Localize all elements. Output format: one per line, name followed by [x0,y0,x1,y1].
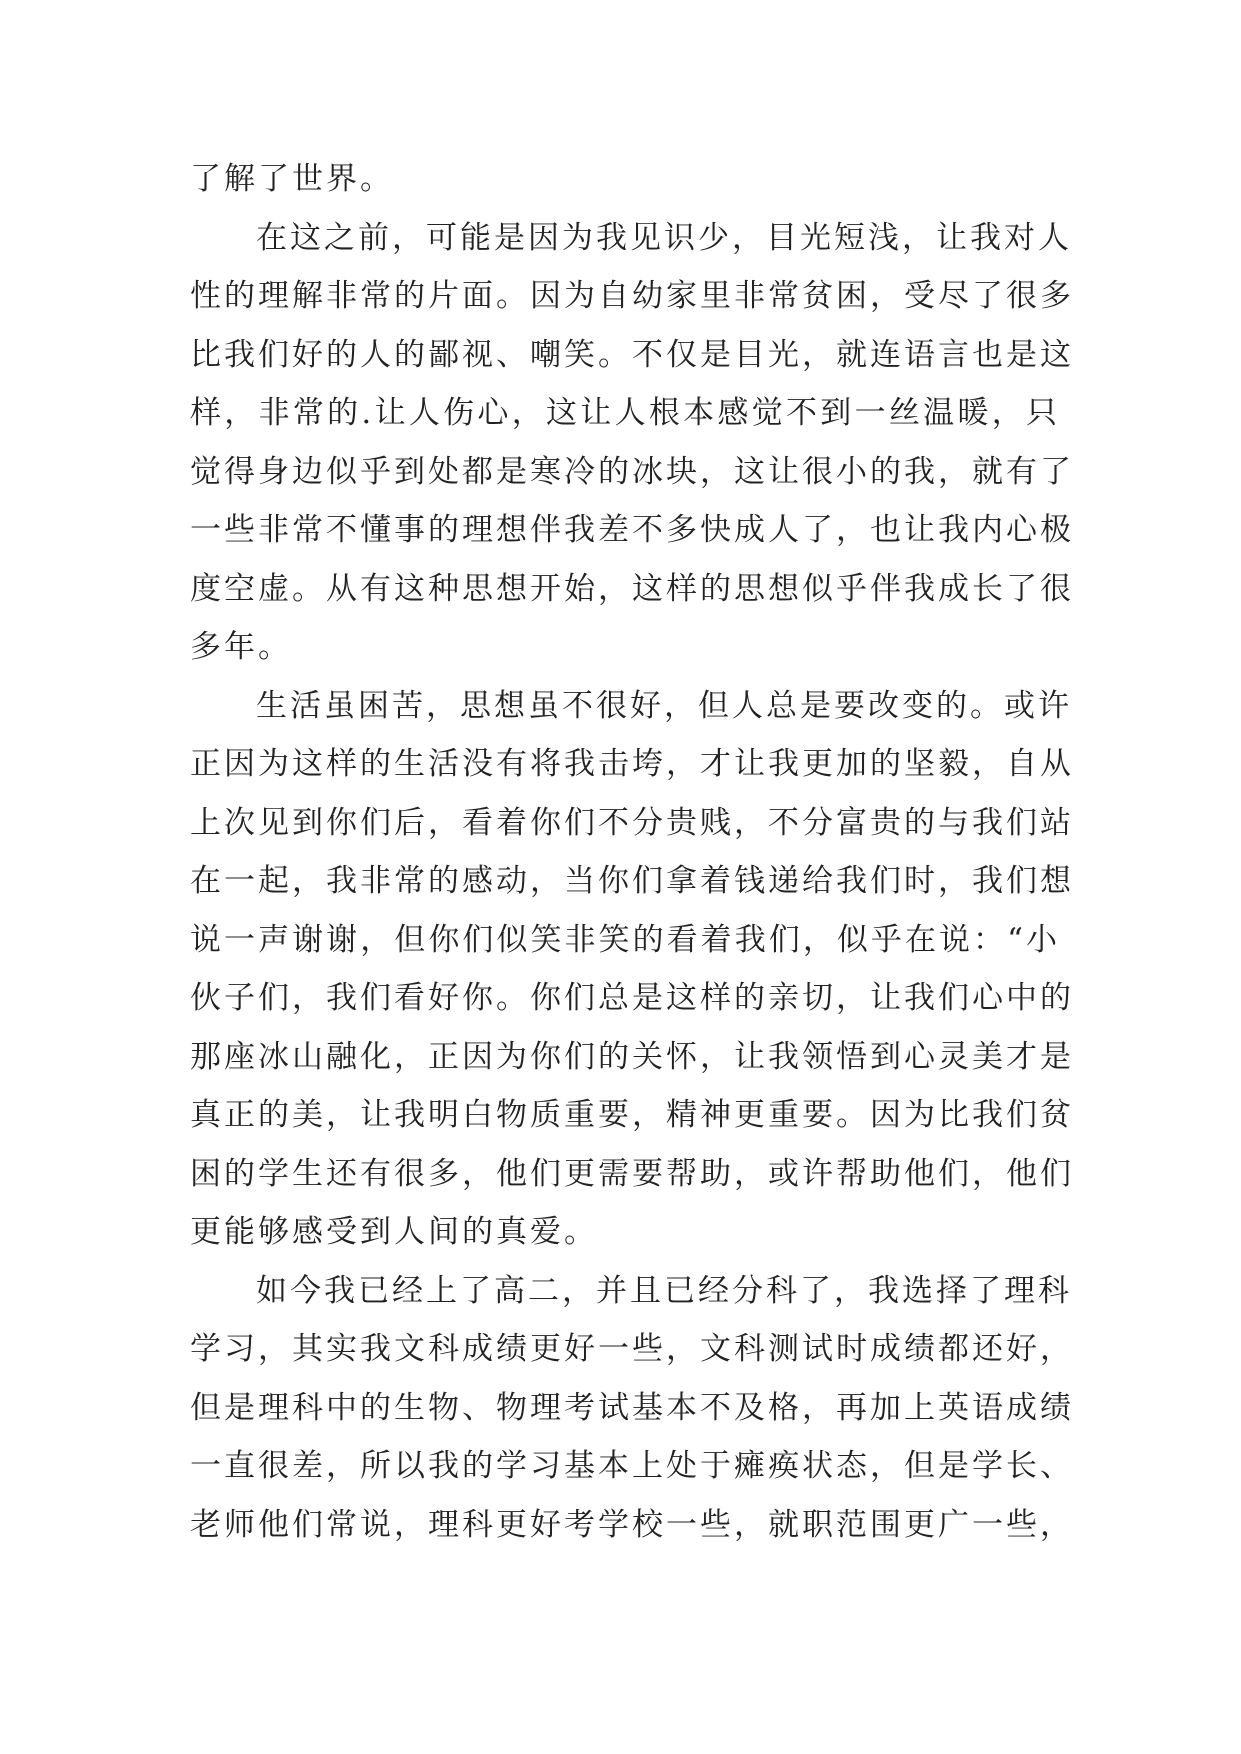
text-line: 一些非常不懂事的理想伴我差不多快成人了，也让我内心极 [190,512,1074,548]
text-line: 更能够感受到人间的真爱。 [190,1214,598,1250]
text-line: 多年。 [190,629,292,665]
text-line: 比我们好的人的鄙视、嘲笑。不仅是目光，就连语言也是这 [190,336,1074,373]
text-line: 伙子们，我们看好你。你们总是这样的亲切，让我们心中的 [190,980,1074,1016]
text-line: 性的理解非常的片面。因为自幼家里非常贫困，受尽了很多 [190,278,1074,314]
text-line: 困的学生还有很多，他们更需要帮助，或许帮助他们，他们 [190,1155,1074,1192]
text-line: 在一起，我非常的感动，当你们拿着钱递给我们时，我们想 [190,863,1074,899]
text-line: 那座冰山融化，正因为你们的关怀，让我领悟到心灵美才是 [190,1038,1074,1075]
text-line: 如今我已经上了高二，并且已经分科了，我选择了理科 [256,1272,1072,1309]
text-line: 老师他们常说，理科更好考学校一些，就职范围更广一些， [190,1506,1074,1543]
text-line: 真正的美，让我明白物质重要，精神更重要。因为比我们贫 [190,1097,1074,1133]
text-line: 正因为这样的生活没有将我击垮，才让我更加的坚毅，自从 [190,746,1074,782]
text-line: 生活虽困苦，思想虽不很好，但人总是要改变的。或许 [256,687,1072,724]
text-line: 上次见到你们后，看着你们不分贵贱，不分富贵的与我们站 [190,804,1074,841]
text-line: 觉得身边似乎到处都是寒冷的冰块，这让很小的我，就有了 [190,453,1074,490]
text-line: 说一声谢谢，但你们似笑非笑的看着我们，似乎在说：“小 [190,921,1060,958]
text-line: 在这之前，可能是因为我见识少，目光短浅，让我对人 [256,219,1072,256]
text-line: 一直很差，所以我的学习基本上处于瘫痪状态，但是学长、 [190,1448,1074,1484]
text-line: 度空虚。从有这种思想开始，这样的思想似乎伴我成长了很 [190,570,1074,607]
text-line: 但是理科中的生物、物理考试基本不及格，再加上英语成绩 [190,1389,1074,1426]
text-line: 样，非常的.让人伤心，这让人根本感觉不到一丝温暖，只 [190,395,1060,431]
body-text [190,150,1074,1554]
text-line: 了解了世界。 [190,161,394,197]
text-line: 学习，其实我文科成绩更好一些，文科测试时成绩都还好， [190,1331,1074,1367]
